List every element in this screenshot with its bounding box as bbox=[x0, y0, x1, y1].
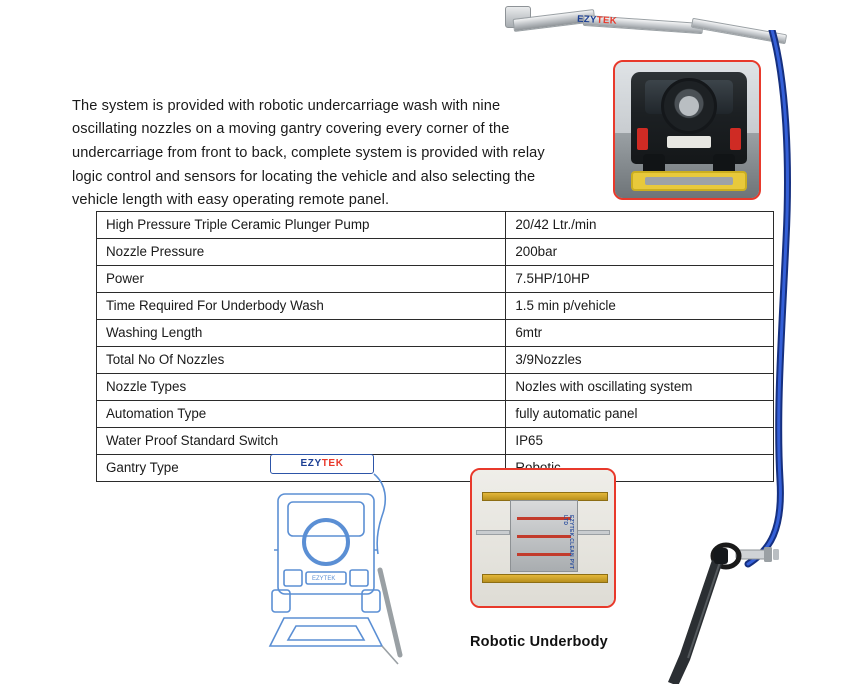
table-row bbox=[97, 266, 774, 293]
spec-value: fully automatic panel bbox=[506, 401, 774, 428]
spec-parameter: Water Proof Standard Switch bbox=[97, 428, 506, 455]
specifications-table-body bbox=[97, 212, 774, 482]
underbody-caption: Robotic Underbody bbox=[470, 634, 608, 650]
table-row bbox=[97, 239, 774, 266]
line-drawing-svg bbox=[240, 450, 420, 665]
photo-vehicle-body bbox=[631, 72, 747, 164]
specifications-table bbox=[96, 211, 774, 482]
brand-text-primary: EZY bbox=[300, 458, 322, 469]
spec-parameter: Power bbox=[97, 266, 506, 293]
vehicle-front-line-drawing bbox=[240, 450, 420, 665]
spec-parameter: Time Required For Underbody Wash bbox=[97, 293, 506, 320]
spray-gun-lance-illustration bbox=[630, 540, 810, 684]
table-row bbox=[97, 320, 774, 347]
photo-spare-tire bbox=[661, 78, 717, 134]
svg-text:EZYTEK: EZYTEK bbox=[312, 576, 336, 582]
brand-text-primary: EZY bbox=[576, 13, 598, 26]
spec-value: 7.5HP/10HP bbox=[506, 266, 774, 293]
brand-text-secondary: TEK bbox=[321, 458, 344, 469]
table-row bbox=[97, 212, 774, 239]
table-row bbox=[97, 455, 774, 482]
table-row bbox=[97, 428, 774, 455]
photo-spare-hub bbox=[679, 96, 699, 116]
photo-wash-pad bbox=[631, 171, 747, 191]
robotic-underbody-photo bbox=[470, 468, 616, 608]
gantry-brand-label bbox=[577, 14, 628, 31]
photo-number-plate bbox=[667, 136, 711, 148]
intro-paragraph: The system is provided with robotic undercarriage wash with nine oscillating nozzles on a moving gantry covering every corner of the undercarriage from front to back, complete system is provided with relay logic control and sensors for locating the vehicle and also selecting the vehicle length with easy operating remote panel. bbox=[72, 97, 545, 209]
spec-parameter: Washing Length bbox=[97, 320, 506, 347]
photo-wash-pad-plate bbox=[645, 177, 733, 185]
table-row bbox=[97, 374, 774, 401]
spec-parameter: Nozzle Pressure bbox=[97, 239, 506, 266]
photo-under-rail-bottom bbox=[482, 574, 608, 583]
spec-value: 1.5 min p/vehicle bbox=[506, 293, 774, 320]
gantry-arm-segment-3 bbox=[691, 18, 787, 45]
photo-under-panel bbox=[510, 500, 578, 572]
spec-parameter: High Pressure Triple Ceramic Plunger Pump bbox=[97, 212, 506, 239]
gantry-arm-illustration bbox=[505, 0, 795, 66]
spec-parameter: Nozzle Types bbox=[97, 374, 506, 401]
spec-value: 3/9Nozzles bbox=[506, 347, 774, 374]
table-row bbox=[97, 347, 774, 374]
spec-value: 20/42 Ltr./min bbox=[506, 212, 774, 239]
spec-value: Nozles with oscillating system bbox=[506, 374, 774, 401]
photo-under-arm-right bbox=[576, 530, 610, 535]
table-row bbox=[97, 401, 774, 428]
spec-parameter: Total No Of Nozzles bbox=[97, 347, 506, 374]
spec-parameter: Automation Type bbox=[97, 401, 506, 428]
photo-tail-lamp-right bbox=[730, 128, 741, 150]
table-row bbox=[97, 293, 774, 320]
spec-value: IP65 bbox=[506, 428, 774, 455]
photo-under-panel-label: EZYTEK CLEAN PVT LTD bbox=[562, 515, 574, 570]
spec-parameter: Gantry Type bbox=[97, 455, 506, 482]
spec-value: 200bar bbox=[506, 239, 774, 266]
spec-value: 6mtr bbox=[506, 320, 774, 347]
vehicle-rear-photo bbox=[613, 60, 761, 200]
brand-text-secondary: TEK bbox=[596, 14, 618, 27]
photo-tail-lamp-left bbox=[637, 128, 648, 150]
line-drawing-brand-logo bbox=[270, 454, 374, 474]
photo-under-arm-left bbox=[476, 530, 510, 535]
